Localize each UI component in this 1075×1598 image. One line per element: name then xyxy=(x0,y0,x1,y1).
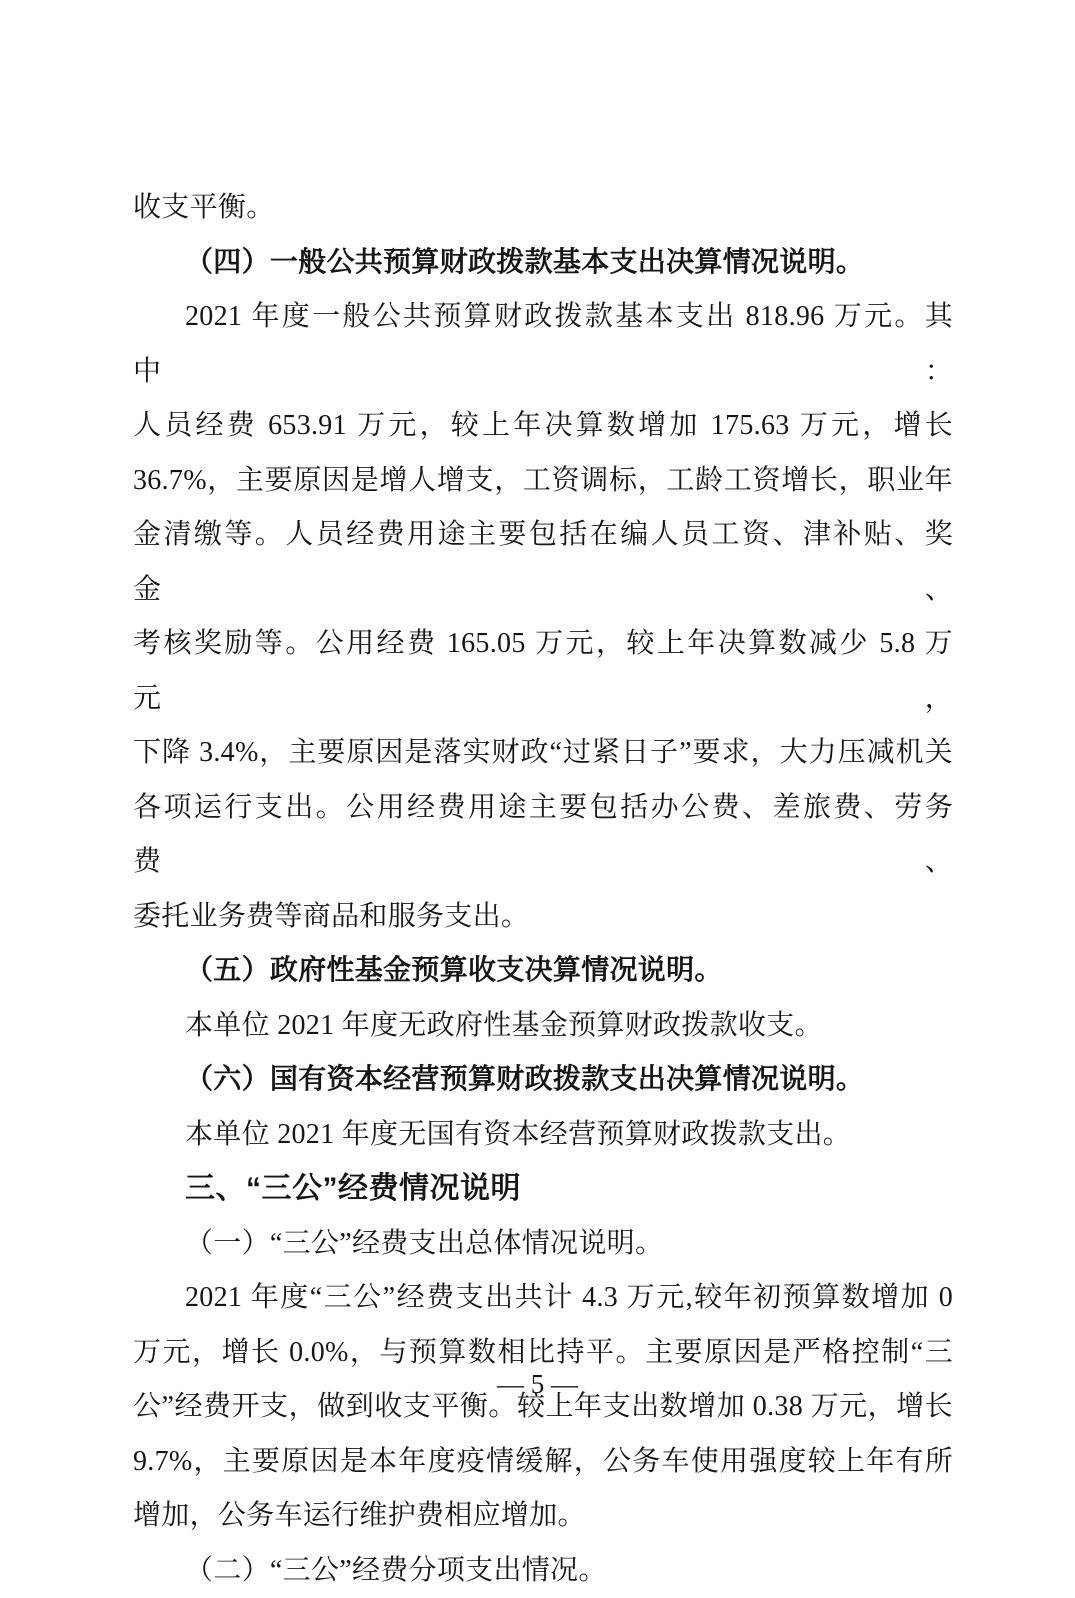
heading-section-5 xyxy=(133,944,953,999)
text-line: 收支平衡。 xyxy=(133,181,953,236)
para-state-capital xyxy=(133,1108,953,1163)
heading-subsection-2 xyxy=(133,1544,953,1598)
heading-section-4 xyxy=(133,236,953,291)
text-line: 金清缴等。人员经费用途主要包括在编人员工资、津补贴、奖金、 xyxy=(133,508,953,617)
text-line: （五）政府性基金预算收支决算情况说明。 xyxy=(133,944,953,999)
text-line: 本单位 2021 年度无国有资本经营预算财政拨款支出。 xyxy=(133,1108,953,1163)
text-line: （二）“三公”经费分项支出情况。 xyxy=(133,1544,953,1598)
para-basic-expenditure xyxy=(133,290,953,944)
heading-subsection-1 xyxy=(133,1217,953,1272)
text-line: 公”经费开支，做到收支平衡。较上年支出数增加 0.38 万元，增长 xyxy=(133,1380,953,1435)
text-line: 9.7%，主要原因是本年度疫情缓解，公务车使用强度较上年有所 xyxy=(133,1435,953,1490)
text-line: 万元，增长 0.0%，与预算数相比持平。主要原因是严格控制“三 xyxy=(133,1326,953,1381)
text-line: 各项运行支出。公用经费用途主要包括办公费、差旅费、劳务费、 xyxy=(133,781,953,890)
heading-three-public-funds xyxy=(133,1162,953,1217)
text-line: 2021 年度“三公”经费支出共计 4.3 万元,较年初预算数增加 0 xyxy=(133,1271,953,1326)
text-line: 增加，公务车运行维护费相应增加。 xyxy=(133,1489,953,1544)
text-line: （一）“三公”经费支出总体情况说明。 xyxy=(133,1217,953,1272)
para-three-public-total xyxy=(133,1271,953,1544)
text-line: 2021 年度一般公共预算财政拨款基本支出 818.96 万元。其中： xyxy=(133,290,953,399)
text-line: 人员经费 653.91 万元，较上年决算数增加 175.63 万元，增长 xyxy=(133,399,953,454)
text-line: 下降 3.4%，主要原因是落实财政“过紧日子”要求，大力压减机关 xyxy=(133,726,953,781)
text-line: 考核奖励等。公用经费 165.05 万元，较上年决算数减少 5.8 万元， xyxy=(133,617,953,726)
text-line: 本单位 2021 年度无政府性基金预算财政拨款收支。 xyxy=(133,999,953,1054)
text-line: 委托业务费等商品和服务支出。 xyxy=(133,890,953,945)
para-gov-fund xyxy=(133,999,953,1054)
text-line: （六）国有资本经营预算财政拨款支出决算情况说明。 xyxy=(133,1053,953,1108)
page-number: — 5 — xyxy=(0,1369,1075,1400)
text-line: 36.7%，主要原因是增人增支，工资调标，工龄工资增长，职业年 xyxy=(133,454,953,509)
heading-section-6 xyxy=(133,1053,953,1108)
text-line: （四）一般公共预算财政拨款基本支出决算情况说明。 xyxy=(133,236,953,291)
text-line: 三、“三公”经费情况说明 xyxy=(133,1162,953,1217)
para-balance-continuation xyxy=(133,181,953,236)
